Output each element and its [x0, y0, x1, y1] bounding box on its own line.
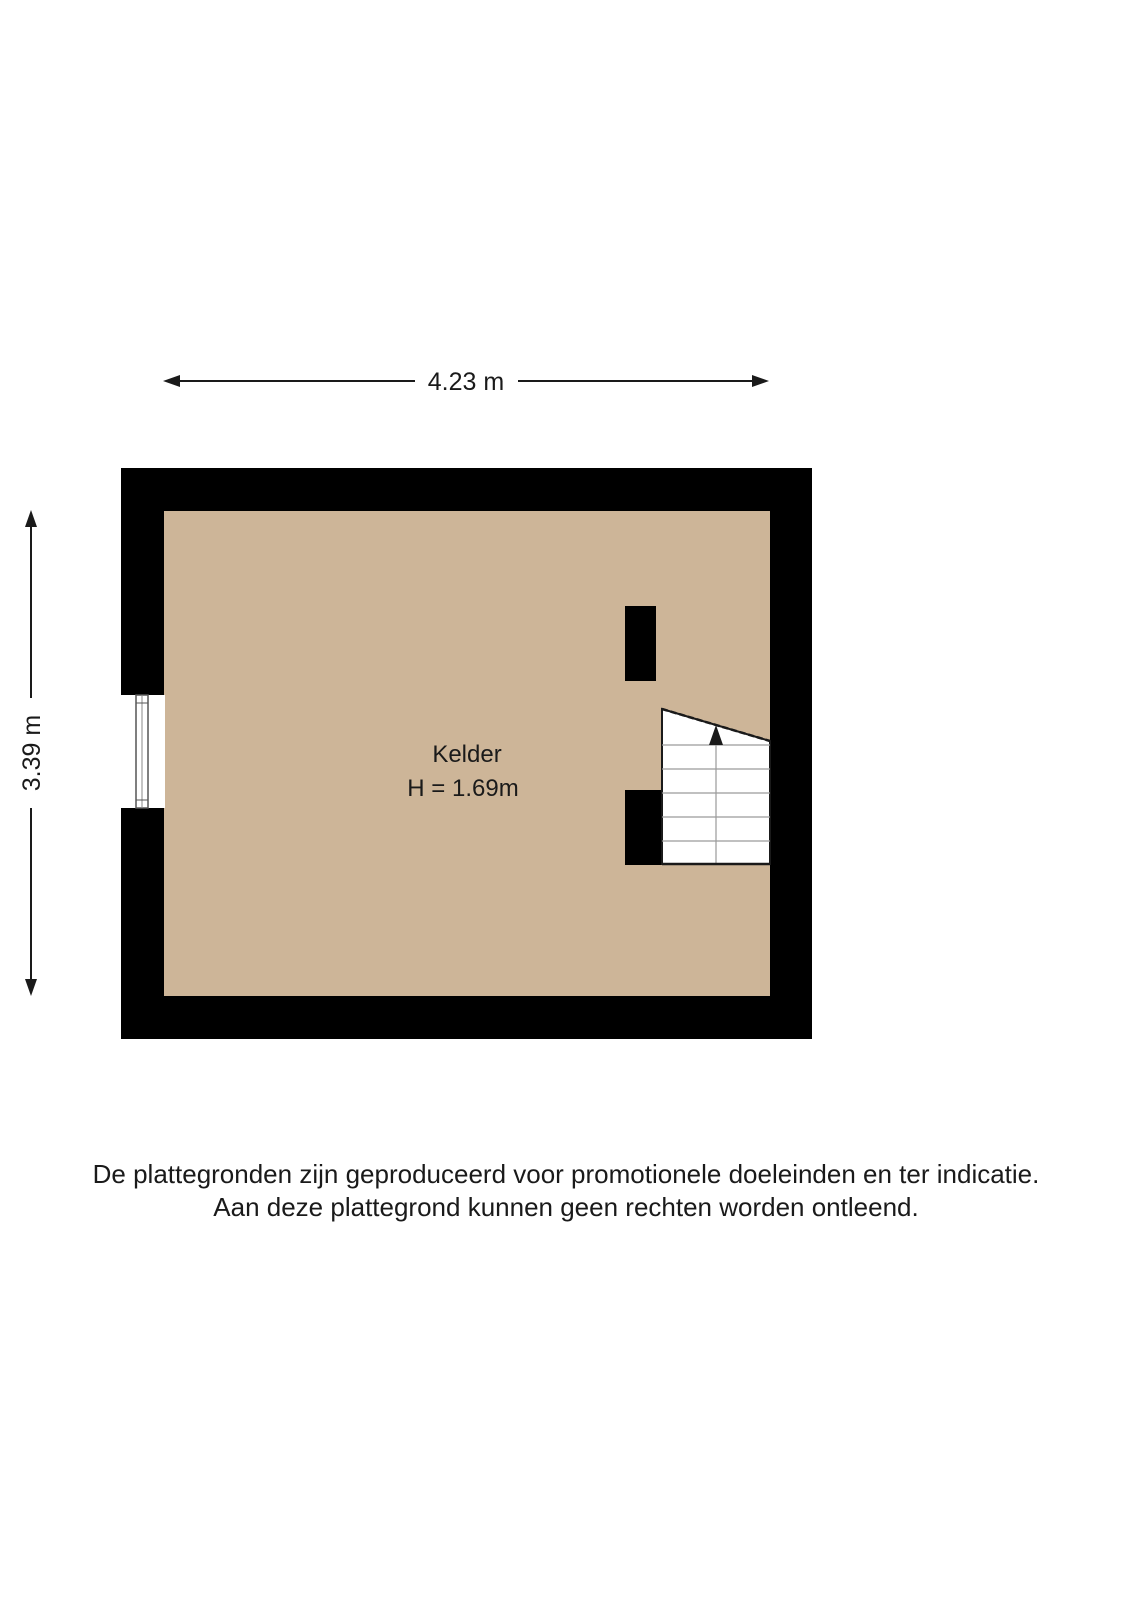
room-height: H = 1.69m	[407, 775, 519, 802]
disclaimer-line-1: De plattegronden zijn geproduceerd voor promotionele doeleinden en ter indicatie.	[92, 1159, 1040, 1189]
width-label: 4.23 m	[427, 368, 505, 396]
height-dimension	[18, 510, 46, 996]
room-name: Kelder	[432, 741, 502, 768]
arrow-left-icon	[163, 375, 180, 387]
width-dimension	[163, 368, 769, 396]
window	[121, 695, 165, 808]
arrow-right-icon	[752, 375, 769, 387]
disclaimer-line-2: Aan deze plattegrond kunnen geen rechten worden ontleend.	[213, 1192, 919, 1222]
disclaimer	[0, 1158, 1132, 1224]
height-label: 3.39 m	[18, 714, 46, 792]
arrow-down-icon	[25, 979, 37, 996]
arrow-up-icon	[25, 510, 37, 527]
column	[625, 606, 656, 681]
stair-wall-block	[625, 790, 662, 865]
